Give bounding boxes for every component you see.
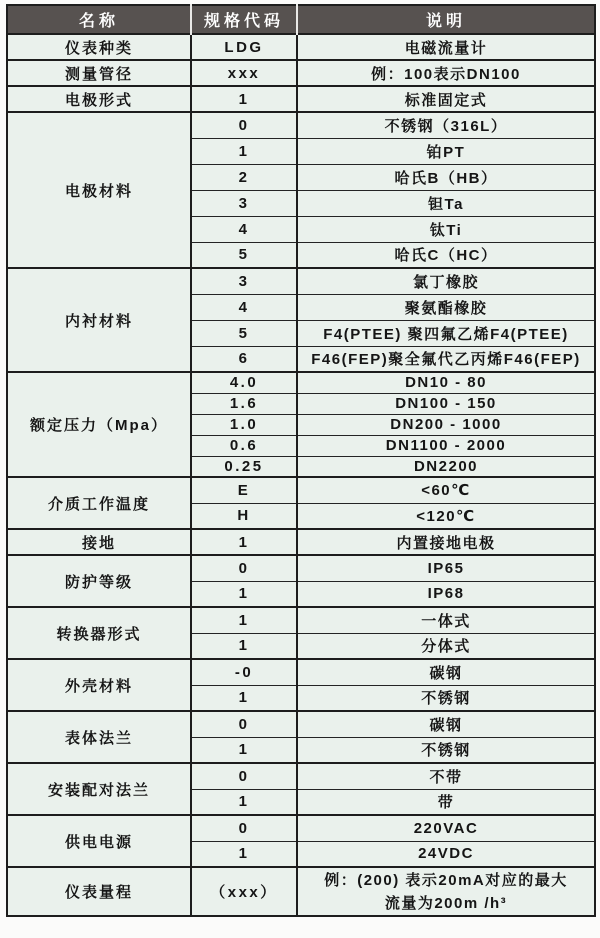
spec-code-cell: 1 [191, 529, 297, 555]
description-cell: 内置接地电极 [297, 529, 595, 555]
group-name-cell: 介质工作温度 [7, 477, 191, 529]
group-name-cell: 转换器形式 [7, 607, 191, 659]
description-cell: 例：100表示DN100 [297, 60, 595, 86]
group-name-cell: 仪表量程 [7, 867, 191, 916]
table-row [7, 607, 595, 633]
spec-code-cell: 0.25 [191, 456, 297, 477]
spec-code-cell: 0 [191, 112, 297, 138]
table-row [7, 372, 595, 393]
table-row [7, 268, 595, 294]
description-cell: DN100 - 150 [297, 393, 595, 414]
description-cell: F4(PTEE) 聚四氟乙烯F4(PTEE) [297, 320, 595, 346]
description-cell: 标准固定式 [297, 86, 595, 112]
description-cell: 碳钢 [297, 659, 595, 685]
table-row [7, 60, 595, 86]
table-row [7, 763, 595, 789]
spec-code-cell: 4 [191, 294, 297, 320]
header-cell-desc: 说明 [297, 5, 595, 34]
table-body [7, 34, 595, 916]
description-cell: 24VDC [297, 841, 595, 867]
header-row [7, 5, 595, 34]
description-line: 流量为200m /h³ [384, 894, 508, 912]
description-cell: 一体式 [297, 607, 595, 633]
spec-code-cell: 3 [191, 268, 297, 294]
group-name-cell: 外壳材料 [7, 659, 191, 711]
description-cell: 聚氨酯橡胶 [297, 294, 595, 320]
group-name-cell: 供电电源 [7, 815, 191, 867]
group-name-cell: 内衬材料 [7, 268, 191, 372]
description-cell: 不锈钢（316L） [297, 112, 595, 138]
description-cell: 氯丁橡胶 [297, 268, 595, 294]
description-cell: 带 [297, 789, 595, 815]
table-row [7, 34, 595, 60]
spec-code-cell: LDG [191, 34, 297, 60]
spec-code-cell: （xxx） [191, 867, 297, 916]
description-cell: DN10 - 80 [297, 372, 595, 393]
description-line: 例：(200) 表示20mA对应的最大 [324, 871, 568, 889]
spec-code-cell: 4.0 [191, 372, 297, 393]
spec-code-cell: xxx [191, 60, 297, 86]
description-cell: 220VAC [297, 815, 595, 841]
table-row [7, 711, 595, 737]
spec-code-cell: 6 [191, 346, 297, 372]
description-cell: 钛Ti [297, 216, 595, 242]
description-cell: DN2200 [297, 456, 595, 477]
description-cell: 钽Ta [297, 190, 595, 216]
group-name-cell: 电极形式 [7, 86, 191, 112]
description-cell: <60℃ [297, 477, 595, 503]
spec-code-cell: 1 [191, 138, 297, 164]
description-cell: 不锈钢 [297, 737, 595, 763]
table-row [7, 529, 595, 555]
description-cell: 哈氏B（HB） [297, 164, 595, 190]
spec-code-cell: 0 [191, 763, 297, 789]
spec-code-cell: -0 [191, 659, 297, 685]
description-cell [297, 867, 595, 916]
group-name-cell: 安装配对法兰 [7, 763, 191, 815]
spec-code-cell: 1 [191, 737, 297, 763]
header-cell-code: 规格代码 [191, 5, 297, 34]
table-row [7, 112, 595, 138]
spec-code-cell: 1 [191, 86, 297, 112]
spec-code-cell: 1.0 [191, 414, 297, 435]
description-cell: DN1100 - 2000 [297, 435, 595, 456]
spec-code-cell: 1 [191, 607, 297, 633]
header-cell-name: 名称 [7, 5, 191, 34]
spec-code-cell: 5 [191, 242, 297, 268]
description-cell: 碳钢 [297, 711, 595, 737]
spec-code-cell: 1 [191, 841, 297, 867]
description-cell: <120℃ [297, 503, 595, 529]
spec-code-cell: 0 [191, 815, 297, 841]
table-header [7, 5, 595, 34]
description-cell: 分体式 [297, 633, 595, 659]
description-cell: 哈氏C（HC） [297, 242, 595, 268]
table-row [7, 867, 595, 916]
description-cell: F46(FEP)聚全氟代乙丙烯F46(FEP) [297, 346, 595, 372]
description-cell: 电磁流量计 [297, 34, 595, 60]
group-name-cell: 额定压力（Mpa） [7, 372, 191, 477]
description-cell: IP65 [297, 555, 595, 581]
spec-code-cell: 2 [191, 164, 297, 190]
description-cell: 不带 [297, 763, 595, 789]
spec-code-cell: 0.6 [191, 435, 297, 456]
group-name-cell: 仪表种类 [7, 34, 191, 60]
spec-code-cell: E [191, 477, 297, 503]
description-cell: 不锈钢 [297, 685, 595, 711]
group-name-cell: 接地 [7, 529, 191, 555]
table-row [7, 477, 595, 503]
table-row [7, 659, 595, 685]
spec-code-cell: H [191, 503, 297, 529]
spec-code-cell: 4 [191, 216, 297, 242]
spec-code-cell: 3 [191, 190, 297, 216]
spec-code-cell: 1.6 [191, 393, 297, 414]
spec-code-cell: 1 [191, 789, 297, 815]
group-name-cell: 表体法兰 [7, 711, 191, 763]
description-cell: DN200 - 1000 [297, 414, 595, 435]
flowmeter-spec-table [6, 4, 596, 917]
spec-code-cell: 1 [191, 685, 297, 711]
spec-code-cell: 0 [191, 711, 297, 737]
table-row [7, 815, 595, 841]
description-cell: 铂PT [297, 138, 595, 164]
table-row [7, 86, 595, 112]
group-name-cell: 测量管径 [7, 60, 191, 86]
spec-code-cell: 1 [191, 633, 297, 659]
spec-code-cell: 0 [191, 555, 297, 581]
table-row [7, 555, 595, 581]
group-name-cell: 防护等级 [7, 555, 191, 607]
group-name-cell: 电极材料 [7, 112, 191, 268]
spec-code-cell: 1 [191, 581, 297, 607]
spec-code-cell: 5 [191, 320, 297, 346]
description-cell: IP68 [297, 581, 595, 607]
